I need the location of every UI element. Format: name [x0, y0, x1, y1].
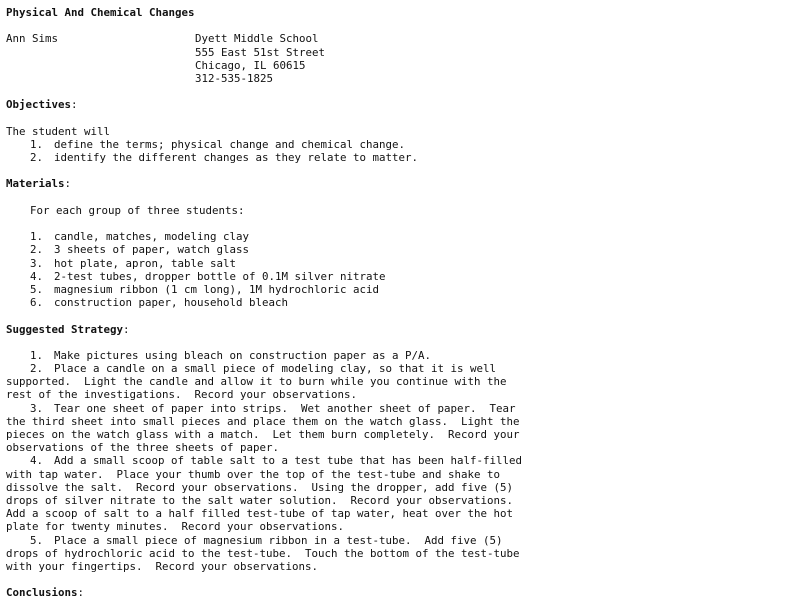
strategy-step-line: observations of the three sheets of paper.	[6, 441, 280, 455]
school-phone: 312-535-1825	[195, 71, 274, 85]
strategy-step-line: with your fingertips. Record your observations.	[6, 559, 319, 573]
document-page	[6, 6, 786, 599]
strategy-step-line: pieces on the watch glass with a match. Let them burn completely. Record your	[6, 428, 520, 441]
conclusions-heading: Conclusions	[6, 586, 78, 600]
list-item: 6. construction paper, household bleach	[30, 296, 289, 310]
objectives-intro: The student will	[6, 124, 111, 138]
list-item: 1. define the terms; physical change and chemical change.	[30, 137, 406, 151]
strategy-step: 1. Make pictures using bleach on construction paper as a P/A.	[30, 348, 432, 362]
header-block	[6, 32, 786, 85]
school-name: Dyett Middle School	[195, 32, 319, 46]
materials-heading: Materials	[6, 177, 65, 191]
list-item: 2. identify the different changes as they relate to matter.	[30, 151, 419, 165]
strategy-step-line: drops of silver nitrate to the salt water solution. Record your observations.	[6, 493, 514, 507]
strategy-heading-line: Suggested Strategy:	[6, 322, 130, 336]
list-item: 3. hot plate, apron, table salt	[30, 256, 237, 270]
strategy-step: 4. Add a small scoop of table salt to a test tube that has been half-filled	[30, 454, 523, 468]
list-item: 1. candle, matches, modeling clay	[30, 230, 250, 244]
objectives-heading-line: Objectives:	[6, 98, 78, 112]
conclusions-heading-line: Conclusions:	[6, 586, 85, 600]
strategy-step-line: supported. Light the candle and allow it to burn while you continue with the	[6, 375, 507, 389]
document-title: Physical And Chemical Changes	[6, 6, 195, 19]
list-item: 2. 3 sheets of paper, watch glass	[30, 243, 250, 257]
list-item: 4. 2-test tubes, dropper bottle of 0.1M silver nitrate	[30, 269, 386, 283]
school-city: Chicago, IL 60615	[195, 58, 306, 72]
school-street: 555 East 51st Street	[195, 45, 326, 59]
list-item: 5. magnesium ribbon (1 cm long), 1M hydrochloric acid	[30, 282, 380, 296]
strategy-step: 5. Place a small piece of magnesium ribbon in a test-tube. Add five (5)	[30, 533, 503, 547]
strategy-step-line: with tap water. Place your thumb over the top of the test-tube and shake to	[6, 467, 501, 481]
strategy-step-line: Add a scoop of salt to a half filled test-tube of tap water, heat over the hot	[6, 507, 514, 521]
strategy-step: 2. Place a candle on a small piece of modeling clay, so that it is well	[30, 362, 497, 376]
school-address	[195, 32, 325, 85]
materials-intro: For each group of three students:	[30, 203, 245, 217]
strategy-step-line: plate for twenty minutes. Record your observations.	[6, 520, 345, 534]
strategy-heading: Suggested Strategy	[6, 322, 124, 336]
strategy-step-line: the third sheet into small pieces and place them on the watch glass. Light the	[6, 414, 520, 428]
materials-heading-line: Materials:	[6, 177, 72, 191]
strategy-step-line: rest of the investigations. Record your observations.	[6, 388, 358, 402]
author-name: Ann Sims	[6, 32, 59, 46]
strategy-step-line: drops of hydrochloric acid to the test-tube. Touch the bottom of the test-tube	[6, 546, 520, 560]
strategy-step: 3. Tear one sheet of paper into strips. Wet another sheet of paper. Tear	[30, 401, 516, 415]
objectives-heading: Objectives	[6, 98, 72, 112]
strategy-step-line: dissolve the salt. Record your observations. Using the dropper, add five (5)	[6, 480, 514, 494]
